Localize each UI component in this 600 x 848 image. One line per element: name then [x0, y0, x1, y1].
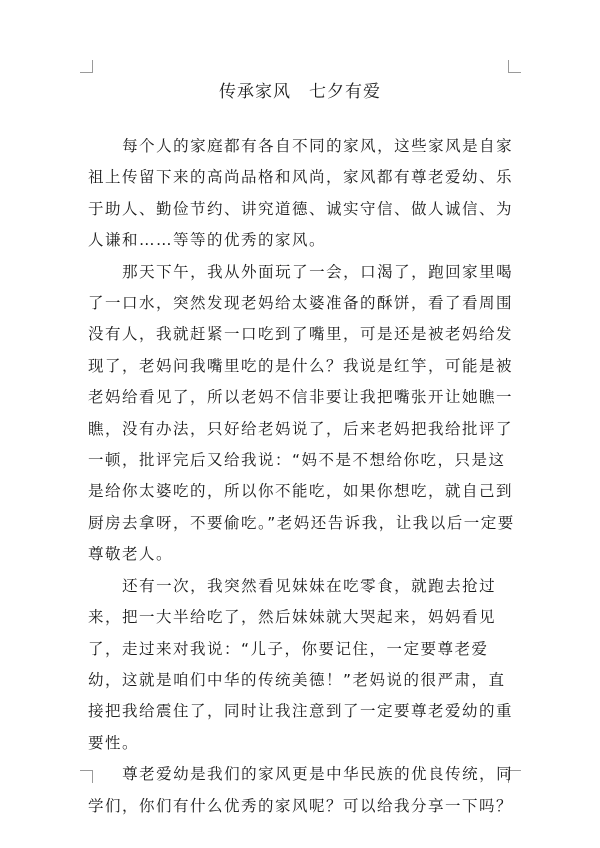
document-body — [88, 131, 518, 822]
paragraph-story-two: 还有一次，我突然看见妹妹在吃零食，就跑去抢过来，把一大半给吃了，然后妹妹就大哭起来，妈妈看见了，走过来对我说：“儿子，你要记住，一定要尊老爱幼，这就是咱们中华的传统美德！”老妈说的很严肃，直接把我给震住了，同时让我注意到了一定要尊老爱幼的重要性。 — [88, 576, 514, 752]
paragraph-intro: 每个人的家庭都有各自不同的家风，这些家风是自家祖上传留下来的高尚品格和风尚，家风都有尊老爱幼、乐于助人、勤俭节约、讲究道德、诚实守信、做人诚信、为人谦和……等等的优秀的家风。 — [88, 137, 514, 250]
document-title: 传承家风 七夕有爱 — [219, 82, 381, 102]
margin-mark-top-left — [80, 60, 93, 73]
paragraph-conclusion: 尊老爱幼是我们的家风更是中华民族的优良传统，同学们，你们有什么优秀的家风呢？可以给我分享一下吗？ — [88, 765, 514, 815]
paragraph-story-one: 那天下午，我从外面玩了一会，口渴了，跑回家里喝了一口水，突然发现老妈给太婆准备的酥饼，看了看周围没有人，我就赶紧一口吃到了嘴里，可是还是被老妈给发现了，老妈问我嘴里吃的是什么？我说是红竽，可能是被老妈给看见了，所以老妈不信非要让我把嘴张开让她瞧一瞧，没有办法，只好给老妈说了，后来老妈把我给批评了一顿，批评完后又给我说：“妈不是不想给你吃，只是这是给你太婆吃的，所以你不能吃，如果你想吃，就自己到厨房去拿呀，不要偷吃。”老妈还告诉我，让我以后一定要尊敬老人。 — [88, 262, 515, 564]
margin-mark-top-right — [508, 60, 521, 73]
